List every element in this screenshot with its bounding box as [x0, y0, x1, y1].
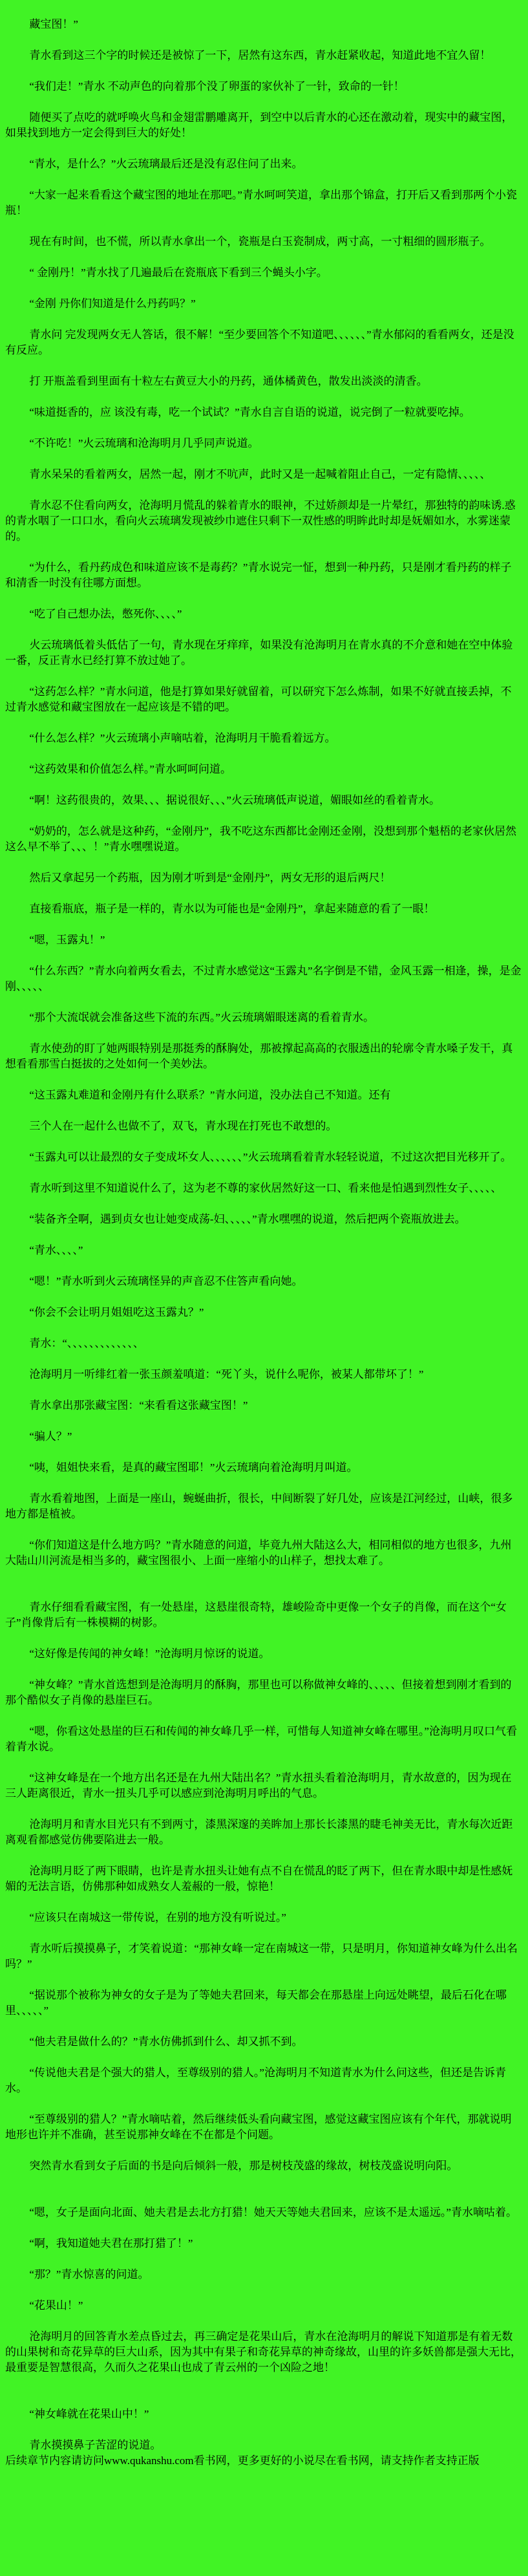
- site-promo-footer: 后续章节内容请访问www.qukanshu.com看书网，更多更好的小说尽在看书网，请支持作者支持正版: [5, 2454, 480, 2467]
- novel-paragraph: 沧海明月的回答青水差点昏过去，再三确定是花果山后，青水在沧海明月的解说下知道那是有着无数的山果树和奇花异草的巨大山系，因为其中有果子和奇花异草的神奇缘故，山里的许多妖兽都是强大无比，最重要是智慧很高，久而久之花果山也成了青云州的一个凶险之地！: [5, 2330, 522, 2374]
- novel-paragraph: “啊，我知道她夫君在那打猎了！”: [29, 2237, 193, 2249]
- novel-paragraph: 沧海明月一听绯红着一张玉颜羞嗔道：“死丫头，说什么呢你，被某人都带坏了！”: [29, 1368, 424, 1380]
- novel-paragraph: “你们知道这是什么地方吗？”青水随意的问道，毕竟九州大陆这么大，相同相似的地方也很多，九州大陆山川河流是相当多的，藏宝图很小、上面一座缩小的山样子，想找太难了。: [5, 1539, 512, 1567]
- novel-paragraph: “装备齐全啊，遇到贞女也让她变成荡-妇、、、、、”青水嘿嘿的说道，然后把两个瓷瓶放进去。: [29, 1213, 466, 1225]
- novel-paragraph: 直接看瓶底，瓶子是一样的，青水以为可能也是“金刚丹”，拿起来随意的看了一眼！: [29, 903, 435, 915]
- novel-paragraph: “什么东西？”青水向着两女看去，不过青水感觉这“玉露丸”名字倒是不错，金风玉露一相逢，操，是金刚、、、、、: [5, 965, 522, 993]
- novel-paragraph: “我们走！”青水 不动声色的向着那个没了卵蛋的家伙补了一针，致命的一针！: [29, 80, 405, 92]
- novel-paragraph: “青水、、、、”: [29, 1244, 83, 1256]
- novel-paragraph: “你会不会让明月姐姐吃这玉露丸？”: [29, 1306, 204, 1318]
- novel-paragraph: 打 开瓶盖看到里面有十粒左右黄豆大小的丹药，通体橘黄色，散发出淡淡的清香。: [29, 375, 428, 387]
- novel-paragraph: 青水：“、、、、、、、、、、、、、: [29, 1337, 144, 1349]
- novel-paragraph: 青水看着地图，上面是一座山，蜿蜒曲折，很长，中间断裂了好几处，应该是江河经过，山峡，很多地方都是植被。: [5, 1492, 513, 1520]
- novel-paragraph: “金刚 丹你们知道是什么丹药吗？”: [29, 297, 196, 310]
- novel-paragraph: “他夫君是做什么的？”青水仿佛抓到什么、却又抓不到。: [29, 2035, 303, 2048]
- novel-paragraph: 青水仔细看看藏宝图，有一处悬崖，这悬崖很奇特，雄峻险奇中更像一个女子的肖像，而在这个“女子”肖像背后有一株模糊的树影。: [5, 1601, 507, 1629]
- novel-paragraph: 青水呆呆的看着两女，居然一起，刚才不吭声，此时又是一起喊着阻止自己，一定有隐情、、、、、: [29, 468, 491, 480]
- novel-paragraph: “应该只在南城这一带传说，在别的地方没有听说过。”: [29, 1911, 286, 1924]
- novel-paragraph: “嗯，女子是面向北面、她夫君是去北方打猎！她天天等她夫君回来，应该不是太遥远。”青水嘀咕着。: [29, 2206, 517, 2218]
- novel-paragraph: “神女峰就在花果山中！”: [29, 2408, 149, 2420]
- novel-paragraph: 青水听后摸摸鼻子，才笑着说道：“那神女峰一定在南城这一带，只是明月，你知道神女峰为什么出名吗？”: [5, 1942, 518, 1970]
- novel-paragraph: 沧海明月和青水目光只有不到两寸，漆黑深邃的美眸加上那长长漆黑的睫毛神美无比，青水每次近距离观看都感觉仿佛要陷进去一般。: [5, 1818, 513, 1846]
- novel-paragraph: 突然青水看到女子后面的书是向后倾斜一般，那是树枝茂盛的缘故，树枝茂盛说明向阳。: [29, 2160, 458, 2172]
- novel-paragraph: “至尊级别的猎人？”青水嘀咕着，然后继续低头看向藏宝图，感觉这藏宝图应该有个年代，那就说明地形也许并不准确，甚至说那神女峰在不在都是个问题。: [5, 2113, 512, 2141]
- novel-paragraph: “嗯，玉露丸！”: [29, 934, 105, 946]
- novel-paragraph: 藏宝图！”: [29, 18, 78, 30]
- novel-paragraph: “奶奶的，怎么就是这种药，“金刚丹”，我不吃这东西都比金刚还金刚，没想到那个魁梧的老家伙居然这么早不举了、、、！”青水嘿嘿说道。: [5, 825, 517, 853]
- novel-paragraph: 现在有时间，也不慌，所以青水拿出一个，瓷瓶是白玉瓷制成，两寸高，一寸粗细的圆形瓶子。: [29, 235, 491, 248]
- novel-paragraph: 青水看到这三个字的时候还是被惊了一下，居然有这东西，青水赶紧收起，知道此地不宜久留！: [29, 49, 491, 61]
- novel-paragraph: 青水使劲的盯了她两眼特别是那挺秀的酥胸处，那被撑起高高的衣服透出的轮廓令青水嗓子发干，真想看看那雪白挺拔的之处如何一个美妙法。: [5, 1042, 513, 1070]
- novel-paragraph: “那？”青水惊喜的问道。: [29, 2268, 149, 2281]
- novel-paragraph: “咦，姐姐快来看，是真的藏宝图耶！”火云琉璃向着沧海明月叫道。: [29, 1461, 358, 1474]
- novel-paragraph: “为什么，看丹药成色和味道应该不是毒药？”青水说完一怔，想到一种丹药，只是刚才看丹药的样子和清香一时没有往哪方面想。: [5, 561, 512, 589]
- novel-paragraph: “嗯，你看这处悬崖的巨石和传闻的神女峰几乎一样，可惜每人知道神女峰在哪里。”沧海明月叹口气看着青水说。: [5, 1725, 517, 1753]
- novel-paragraph: 沧海明月眨了两下眼睛，也许是青水扭头让她有点不自在慌乱的眨了两下，但在青水眼中却是性感妩媚的无法言语，仿佛那种如成熟女人羞赧的一般，惊艳！: [5, 1865, 513, 1893]
- novel-paragraph: 青水拿出那张藏宝图：“来看看这张藏宝图！”: [29, 1399, 248, 1411]
- novel-paragraph: “花果山！”: [29, 2299, 83, 2312]
- novel-paragraph: 青水忍不住看向两女，沧海明月慌乱的躲着青水的眼神，不过娇颜却是一片晕红，那独特的韵味诱.惑的青水咽了一口口水，看向火云琉璃发现被纱巾遮住只剩下一双性感的明眸此时却是妩媚如水，水雾迷蒙的。: [5, 499, 516, 542]
- novel-paragraph: “味道挺香的，应 该没有毒，吃一个试试？”青水自言自语的说道，说完倒了一粒就要吃掉。: [29, 406, 470, 418]
- novel-paragraph: 火云琉璃低着头低估了一句，青水现在牙痒痒，如果没有沧海明月在青水真的不介意和她在空中体验一番，反正青水已经打算不放过她了。: [5, 639, 513, 667]
- novel-paragraph: “嗯！”青水听到火云琉璃怪异的声音忍不住答声看向她。: [29, 1275, 303, 1287]
- novel-paragraph: “啊！这药很贵的，效果、、、据说很好、、、”火云琉璃低声说道，媚眼如丝的看着青水。: [29, 794, 440, 806]
- novel-paragraph: “这好像是传闻的神女峰！”沧海明月惊讶的说道。: [29, 1648, 270, 1660]
- novel-paragraph: “传说他夫君是个强大的猎人，至尊级别的猎人。”沧海明月不知道青水为什么问这些，但还是告诉青水。: [5, 2066, 506, 2094]
- novel-paragraph: “这药效果和价值怎么样。”青水呵呵问道。: [29, 763, 231, 775]
- novel-paragraph: “不许吃！”火云琉璃和沧海明月几乎同声说道。: [29, 437, 259, 449]
- novel-paragraph: “这玉露丸难道和金刚丹有什么联系？”青水问道，没办法自己不知道。还有: [29, 1089, 391, 1101]
- novel-paragraph: “什么怎么样？”火云琉璃小声嘀咕着，沧海明月干脆看着远方。: [29, 732, 336, 744]
- novel-paragraph: “神女峰？”青水首选想到是沧海明月的酥胸，那里也可以称做神女峰的、、、、、但接着想到刚才看到的那个酷似女子肖像的悬崖巨石。: [5, 1679, 512, 1706]
- novel-paragraph: 三个人在一起什么也做不了，双飞，青水现在打死也不敢想的。: [29, 1120, 337, 1132]
- novel-paragraph: 随便买了点吃的就呼唤火鸟和金翅雷鹏雕离开，到空中以后青水的心还在激动着，现实中的藏宝图，如果找到地方一定会得到巨大的好处！: [5, 111, 513, 139]
- novel-paragraph: “那个大流氓就会准备这些下流的东西。”火云琉璃媚眼迷离的看着青水。: [29, 1011, 374, 1024]
- novel-paragraph: “据说那个被称为神女的女子是为了等她夫君回来，每天都会在那悬崖上向远处眺望，最后石化在哪里、、、、、”: [5, 1989, 507, 2017]
- novel-paragraph: 青水摸摸鼻子苦涩的说道。: [29, 2439, 162, 2451]
- novel-paragraph: 青水问 完发现两女无人答话，很不解！“至少要回答个不知道吧、、、、、、”青水郁闷的看看两女，还是没 有反应。: [5, 328, 514, 356]
- novel-paragraph: “这神女峰是在一个地方出名还是在九州大陆出名？”青水扭头看着沧海明月，青水故意的，因为现在三人距离很近，青水一扭头几乎可以感应到沧海明月呼出的气息。: [5, 1772, 512, 1799]
- novel-paragraph: 然后又拿起另一个药瓶，因为刚才听到是“金刚丹”，两女无形的退后两尺！: [29, 872, 391, 884]
- novel-paragraph: “这药怎么样？”青水问道，他是打算如果好就留着，可以研究下怎么炼制，如果不好就直接丢掉，不过青水感觉和藏宝图放在一起应该是不错的吧。: [5, 685, 512, 713]
- novel-paragraph: “骗人？”: [29, 1430, 72, 1443]
- novel-paragraph: “大家一起来看看这个藏宝图的地址在那吧。”青水呵呵笑道，拿出那个锦盒，打开后又看到那两个小瓷瓶！: [5, 189, 517, 217]
- novel-paragraph: 青水听到这里不知道说什么了，这为老不尊的家伙居然好这一口、看来他是怕遇到烈性女子、、、、、: [29, 1182, 502, 1194]
- novel-paragraph: “青水，是什么？”火云琉璃最后还是没有忍住问了出来。: [29, 158, 303, 170]
- novel-paragraph: “吃了自己想办法，憋死你、、、、”: [29, 608, 182, 620]
- novel-paragraph: “ 金刚丹！”青水找了几遍最后在瓷瓶底下看到三个蝇头小字。: [29, 266, 328, 279]
- novel-paragraph: “玉露丸可以让最烈的女子变成坏女人、、、、、、”火云琉璃看着青水轻轻说道，不过这次把目光移开了。: [29, 1151, 512, 1163]
